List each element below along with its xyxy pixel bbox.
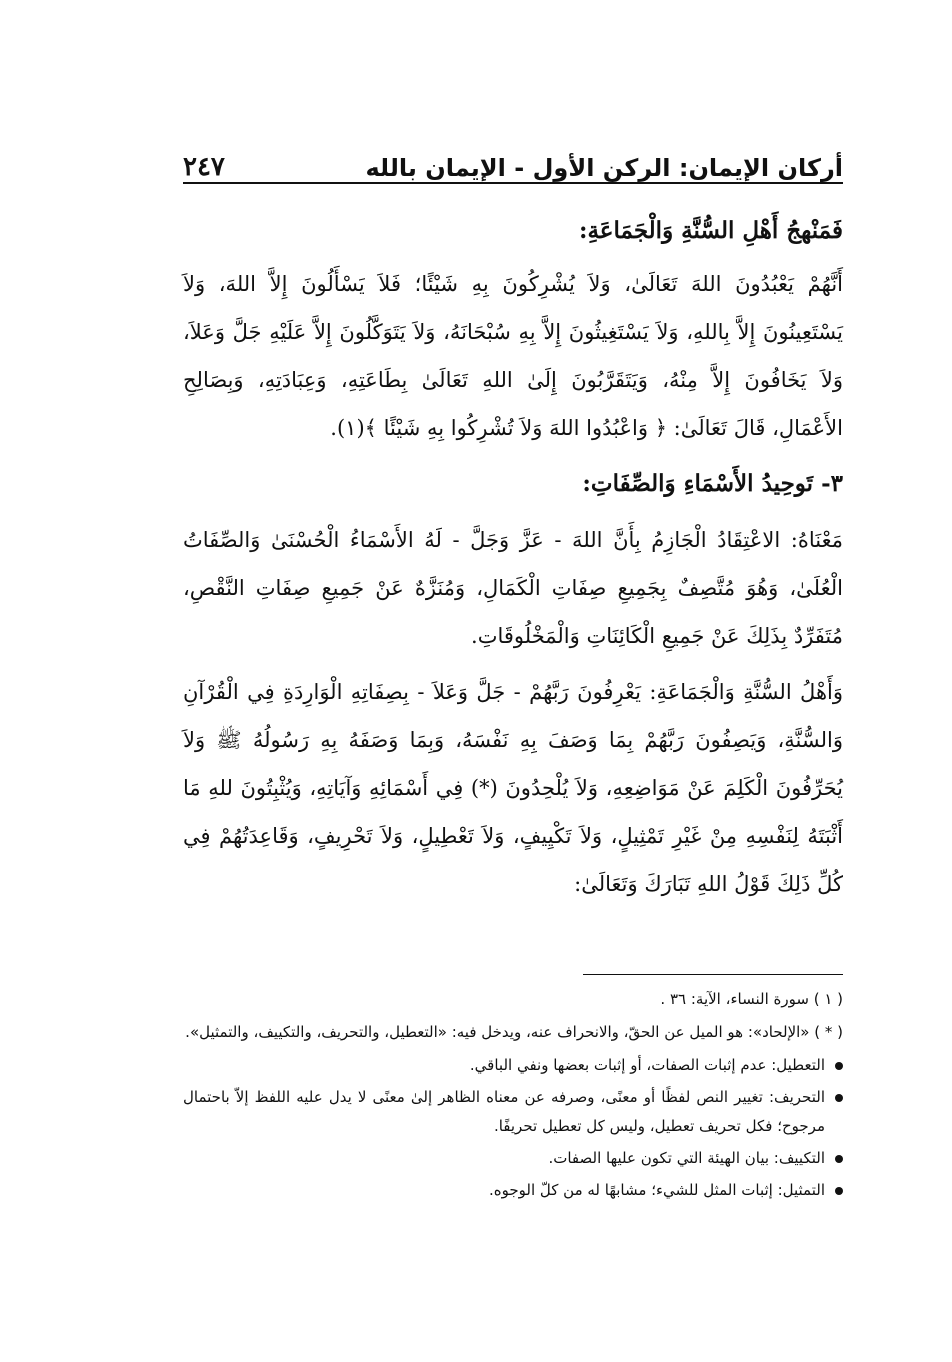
section-heading: ٣- تَوحِيدُ الأَسْمَاءِ وَالصِّفَاتِ: — [582, 470, 843, 497]
footnote-bullet: التمثيل: إثبات المثل للشيء؛ مشابهًا له من كلّ الوجوه. — [183, 1176, 843, 1205]
main-text — [183, 205, 843, 908]
footnotes — [183, 985, 843, 1208]
paragraph: أَنَّهُمْ يَعْبُدُونَ اللهَ تَعَالَىٰ، وَلاَ يُشْرِكُونَ بِهِ شَيْئًا؛ فَلاَ يَسْأَلُونَ إِلاَّ اللهَ، وَلاَ يَسْتَعِينُونَ إِلاَّ بِاللهِ، وَلاَ يَسْتَغِيثُونَ إِلاَّ بِهِ سُبْحَانَهُ، وَلاَ يَتَوَكَّلُونَ إِلاَّ عَلَيْهِ جَلَّ وَعَلاَ، وَلاَ يَخَافُونَ إِلاَّ مِنْهُ، وَيَتَقَرَّبُونَ إِلَىٰ اللهِ تَعَالَىٰ بِطَاعَتِهِ، وَعِبَادَتِهِ، وَبِصَالِحِ الأَعْمَالِ، قَالَ تَعَالَىٰ: ﴿ وَاعْبُدُوا اللهَ وَلاَ تُشْرِكُوا بِهِ شَيْئًا ﴾(١). — [183, 272, 844, 440]
page-number: ٢٤٧ — [183, 152, 225, 182]
paragraph: مَعْنَاهُ: الاعْتِقَادُ الْجَازِمُ بِأَنَّ اللهَ - عَزَّ وَجَلَّ - لَهُ الأَسْمَاءُ الْحُسْنَىٰ وَالصِّفَاتُ الْعُلَىٰ، وَهُوَ مُتَّصِفٌ بِجَمِيعِ صِفَاتِ الْكَمَالِ، وَمُنَزَّهٌ عَنْ جَمِيعِ صِفَاتِ النَّقْصِ، مُتَفَرِّدٌ بِذَلِكَ عَنْ جَمِيعِ الْكَائِنَاتِ وَالْمَخْلُوقَاتِ. — [183, 528, 843, 648]
running-title: أركان الإيمان: الركن الأول - الإيمان بالله — [365, 154, 843, 182]
paragraph: وَأَهْلُ السُّنَّةِ وَالْجَمَاعَةِ: يَعْرِفُونَ رَبَّهُمْ - جَلَّ وَعَلاَ - بِصِفَاتِهِ الْوَارِدَةِ فِي الْقُرْآنِ وَالسُّنَّةِ، وَيَصِفُونَ رَبَّهُمْ بِمَا وَصَفَ بِهِ نَفْسَهُ، وَبِمَا وَصَفَهُ بِهِ رَسُولُهُ ﷺ وَلاَ يُحَرِّفُونَ الْكَلِمَ عَنْ مَوَاضِعِهِ، وَلاَ يُلْحِدُونَ (*) فِي أَسْمَائِهِ وَآيَاتِهِ، وَيُثْبِتُونَ للهِ مَا أَثْبَتَهُ لِنَفْسِهِ مِنْ غَيْرِ تَمْثِيلٍ، وَلاَ تَكْيِيفٍ، وَلاَ تَعْطِيلٍ، وَلاَ تَحْرِيفٍ، وَقَاعِدَتُهُمْ فِي كُلِّ ذَلِكَ قَوْلُ اللهِ تَبَارَكَ وَتَعَالَىٰ: — [183, 680, 843, 896]
footnote-bullet: التعطيل: عدم إثبات الصفات، أو إثبات بعضها ونفي الباقي. — [183, 1051, 843, 1080]
section-heading: فَمَنْهجُ أَهْلِ السُّنَّةِ وَالْجَمَاعَةِ: — [578, 217, 843, 244]
footnote: ( ١ ) سورة النساء، الآية: ٣٦ . — [660, 990, 843, 1008]
footnote-bullet: التكييف: بيان الهيئة التي تكون عليها الصفات. — [183, 1144, 843, 1173]
header-rule — [183, 182, 843, 184]
footnote: ( * ) «الإلحاد»: هو الميل عن الحقّ، والانحراف عنه، ويدخل فيه: «التعطيل، والتحريف، والتكييف، والتمثيل». — [185, 1023, 843, 1041]
footnote-bullet: التحريف: تغيير النص لفظًا أو معنًى، وصرفه عن معناه الظاهر إلىٰ معنًى لا يدل عليه اللفظ إلاّ باحتمال مرجوح؛ فكل تحريف تعطيل، وليس كل تعطيل تحريفًا. — [183, 1083, 843, 1141]
footnote-separator — [583, 974, 843, 975]
page-header — [183, 140, 843, 182]
